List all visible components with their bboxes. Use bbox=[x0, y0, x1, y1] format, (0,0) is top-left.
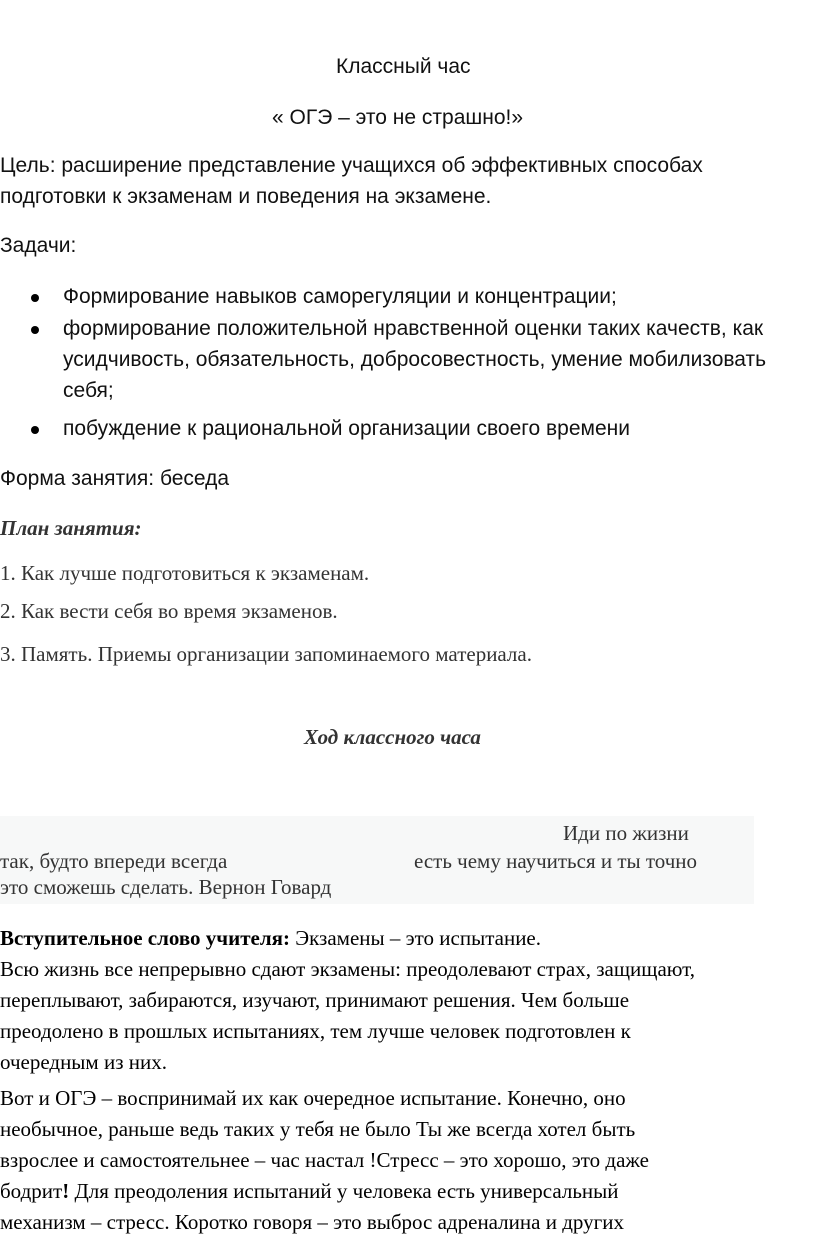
bullet-icon bbox=[31, 326, 39, 334]
section-heading: Ход классного часа bbox=[304, 725, 481, 749]
intro-label: Вступительное слово учителя: bbox=[0, 926, 291, 950]
plan-label: План занятия: bbox=[0, 516, 142, 540]
body-line-1: Всю жизнь все непрерывно сдают экзамены: преодолевают страх, защищают, bbox=[0, 957, 696, 981]
bullet-icon bbox=[31, 294, 39, 302]
body-line-4: очередным из них. bbox=[0, 1050, 167, 1074]
intro-first: Экзамены – это испытание. bbox=[290, 926, 542, 950]
body-line-3: преодолено в прошлых испытаниях, тем лучше человек подготовлен к bbox=[0, 1019, 631, 1043]
body-line-7: взрослее и самостоятельнее – час настал !Стресс – это хорошо, это даже bbox=[0, 1148, 649, 1172]
body-line-5: Вот и ОГЭ – воспринимай их как очередное испытание. Конечно, оно bbox=[0, 1086, 626, 1110]
task-item-1: Формирование навыков саморегуляции и концентрации; bbox=[63, 285, 617, 308]
epigraph-line-3: это сможешь сделать. Вернон Говард bbox=[0, 875, 332, 899]
task-item-2-line-2: усидчивость, обязательность, добросовестность, умение мобилизовать bbox=[63, 348, 767, 371]
lesson-form: Форма занятия: беседа bbox=[0, 467, 230, 490]
task-item-2-line-1: формирование положительной нравственной оценки таких качеств, как bbox=[63, 317, 764, 340]
epigraph-line-2b: есть чему научиться и ты точно bbox=[414, 849, 698, 873]
epigraph-line-1: Иди по жизни bbox=[563, 821, 689, 845]
epigraph-line-2a: так, будто впереди всегда bbox=[0, 849, 228, 873]
goal-line-1: Цель: расширение представление учащихся об эффективных способах bbox=[0, 154, 703, 177]
body-line-6: необычное, раньше ведь таких у тебя не было Ты же всегда хотел быть bbox=[0, 1117, 636, 1141]
body-line-2: переплывают, забираются, изучают, принимают решения. Чем больше bbox=[0, 988, 630, 1012]
task-item-2-line-3: себя; bbox=[63, 379, 114, 402]
exclamation: ! bbox=[62, 1179, 70, 1203]
task-item-3: побуждение к рациональной организации своего времени bbox=[63, 417, 630, 440]
plan-item-1: 1. Как лучше подготовиться к экзаменам. bbox=[0, 561, 370, 585]
body-line-9: механизм – стресс. Коротко говоря – это выброс адреналина и других bbox=[0, 1210, 624, 1234]
bullet-icon bbox=[31, 426, 39, 434]
page-title: Классный час bbox=[336, 55, 471, 78]
body-line-8 bbox=[0, 1178, 619, 1204]
plan-item-3: 3. Память. Приемы организации запоминаемого материала. bbox=[0, 642, 532, 666]
tasks-label: Задачи: bbox=[0, 234, 77, 257]
plan-item-2: 2. Как вести себя во время экзаменов. bbox=[0, 599, 338, 623]
page-subtitle: « ОГЭ – это не страшно!» bbox=[272, 106, 524, 129]
body-line-8-rest: Для преодоления испытаний у человека есть универсальный bbox=[69, 1179, 619, 1203]
intro-line bbox=[0, 925, 541, 951]
bodrit-word: бодрит bbox=[0, 1179, 63, 1203]
goal-line-2: подготовки к экзаменам и поведения на экзамене. bbox=[0, 185, 492, 208]
